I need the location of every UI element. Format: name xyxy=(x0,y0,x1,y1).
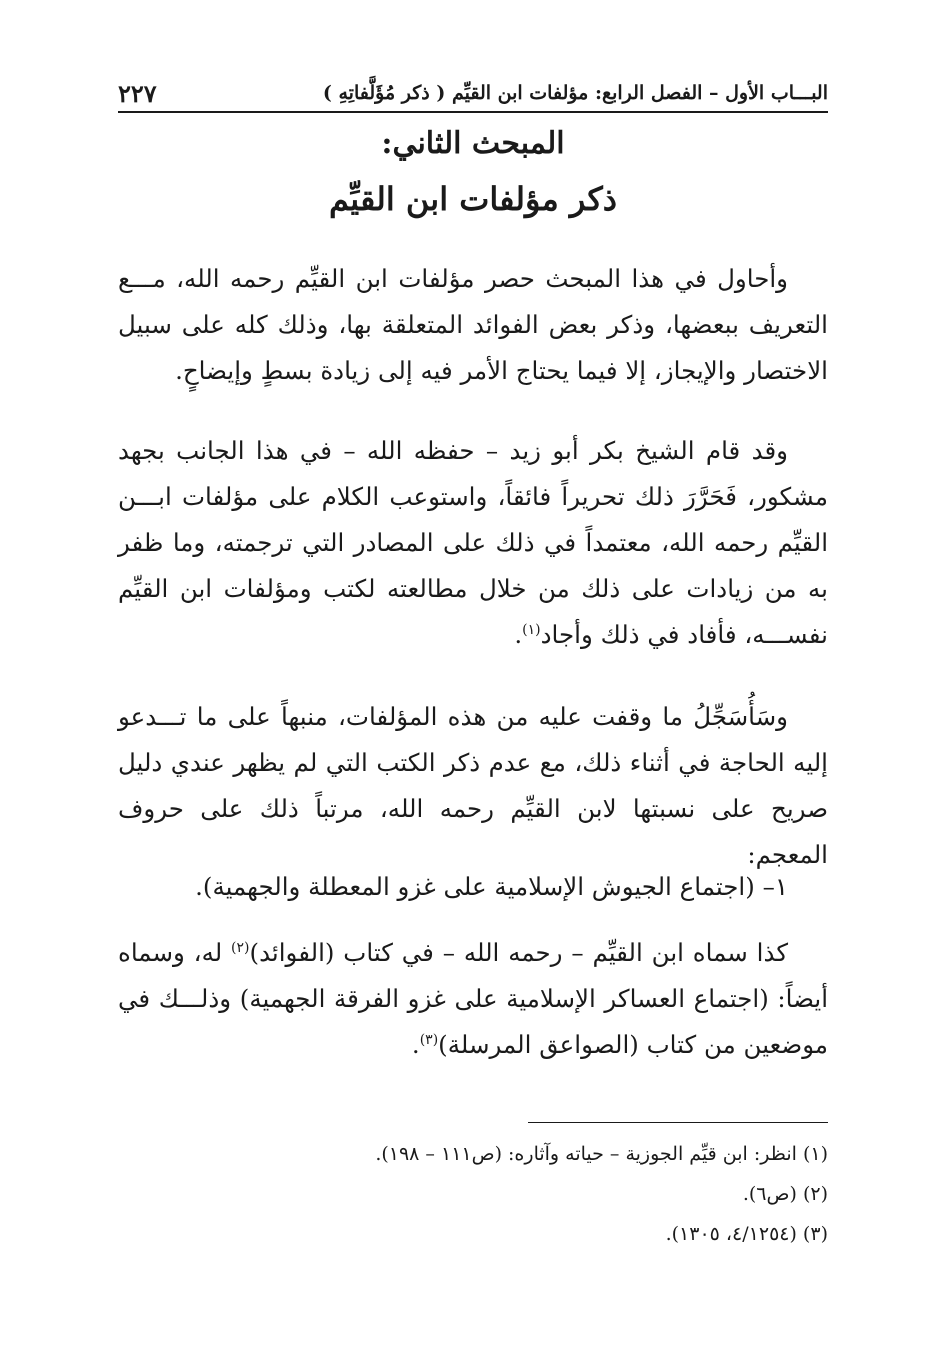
paragraph-text: وسَأُسَجِّلُ ما وقفت عليه من هذه المؤلفات، منبهاً على ما تـــدعو إليه الحاجة في أثناء ذلك، مع عدم ذكر الكتب التي لم يظهر عندي دليل صريح على نسبتها لابن القيِّم رحمه الله، مرتباً ذلك على حروف المعجم: xyxy=(118,702,828,869)
footnote-2: (٢) (ص٦). xyxy=(742,1183,828,1205)
footnote-ref-1: (١) xyxy=(522,621,541,638)
list-item-title: ١– (اجتماع الجيوش الإسلامية على غزو المعطلة والجهمية). xyxy=(195,872,788,901)
list-item-1 xyxy=(118,864,828,910)
footnote-3: (٣) (٤/١٢٥٤، ١٣٠٥). xyxy=(665,1223,828,1245)
paragraph-naming xyxy=(118,930,828,1068)
footnote-separator xyxy=(528,1122,828,1123)
paragraph-text-run: كذا سماه ابن القيِّم – رحمه الله – في كتاب (الفوائد) xyxy=(249,938,788,967)
section-heading: المبحث الثاني: xyxy=(381,126,565,161)
footnote-1: (١) انظر: ابن قيِّم الجوزية – حياته وآثاره: (ص١١١ – ١٩٨). xyxy=(375,1143,828,1165)
page-number: ٢٢٧ xyxy=(118,78,157,108)
paragraph-intro xyxy=(118,256,828,394)
paragraph-text-run: وقد قام الشيخ بكر أبو زيد – حفظه الله – في هذا الجانب بجهد مشكور، فَحَرَّرَ ذلك تحريراً فائقاً، واستوعب الكلام على مؤلفات ابـــن القيِّم رحمه الله، معتمداً في ذلك على المصادر التي ترجمته، وما ظفر به من زيادات على ذلك من خلال مطالعته لكتب ومؤلفات ابن القيِّم نفســـه، فأفاد في ذلك وأجاد xyxy=(118,436,828,649)
running-header xyxy=(118,76,828,110)
footnote-ref-3: (٣) xyxy=(419,1031,439,1048)
paragraph-end-mark: . xyxy=(411,1030,420,1059)
header-rule xyxy=(118,111,828,113)
footnotes xyxy=(118,1134,828,1254)
paragraph-end-mark: . xyxy=(514,620,523,649)
footnote-ref-2: (٢) xyxy=(231,939,250,956)
paragraph-text-run: له، وسماه أيضاً: (اجتماع العساكر الإسلامية على غزو الفرقة الجهمية) وذلـــك في موضعين من كتاب (الصواعق المرسلة) xyxy=(118,938,828,1059)
paragraph-text xyxy=(118,428,828,658)
section-subheading: ذكر مؤلفات ابن القيِّم xyxy=(329,180,617,218)
running-header-title: البـــاب الأول – الفصل الرابع: مؤلفات ابن القيِّم ( ذكر مُؤَلَّفاتِهِ ) xyxy=(322,82,828,104)
paragraph-text xyxy=(118,930,828,1068)
paragraph-bakr-abu-zaid xyxy=(118,428,828,658)
paragraph-text: وأحاول في هذا المبحث حصر مؤلفات ابن القيِّم رحمه الله، مـــع التعريف ببعضها، وذكر بعض الفوائد المتعلقة بها، وذلك كله على سبيل الاختصار والإيجاز، إلا فيما يحتاج الأمر فيه إلى زيادة بسطٍ وإيضاحٍ. xyxy=(118,264,828,385)
paragraph-method xyxy=(118,694,828,878)
